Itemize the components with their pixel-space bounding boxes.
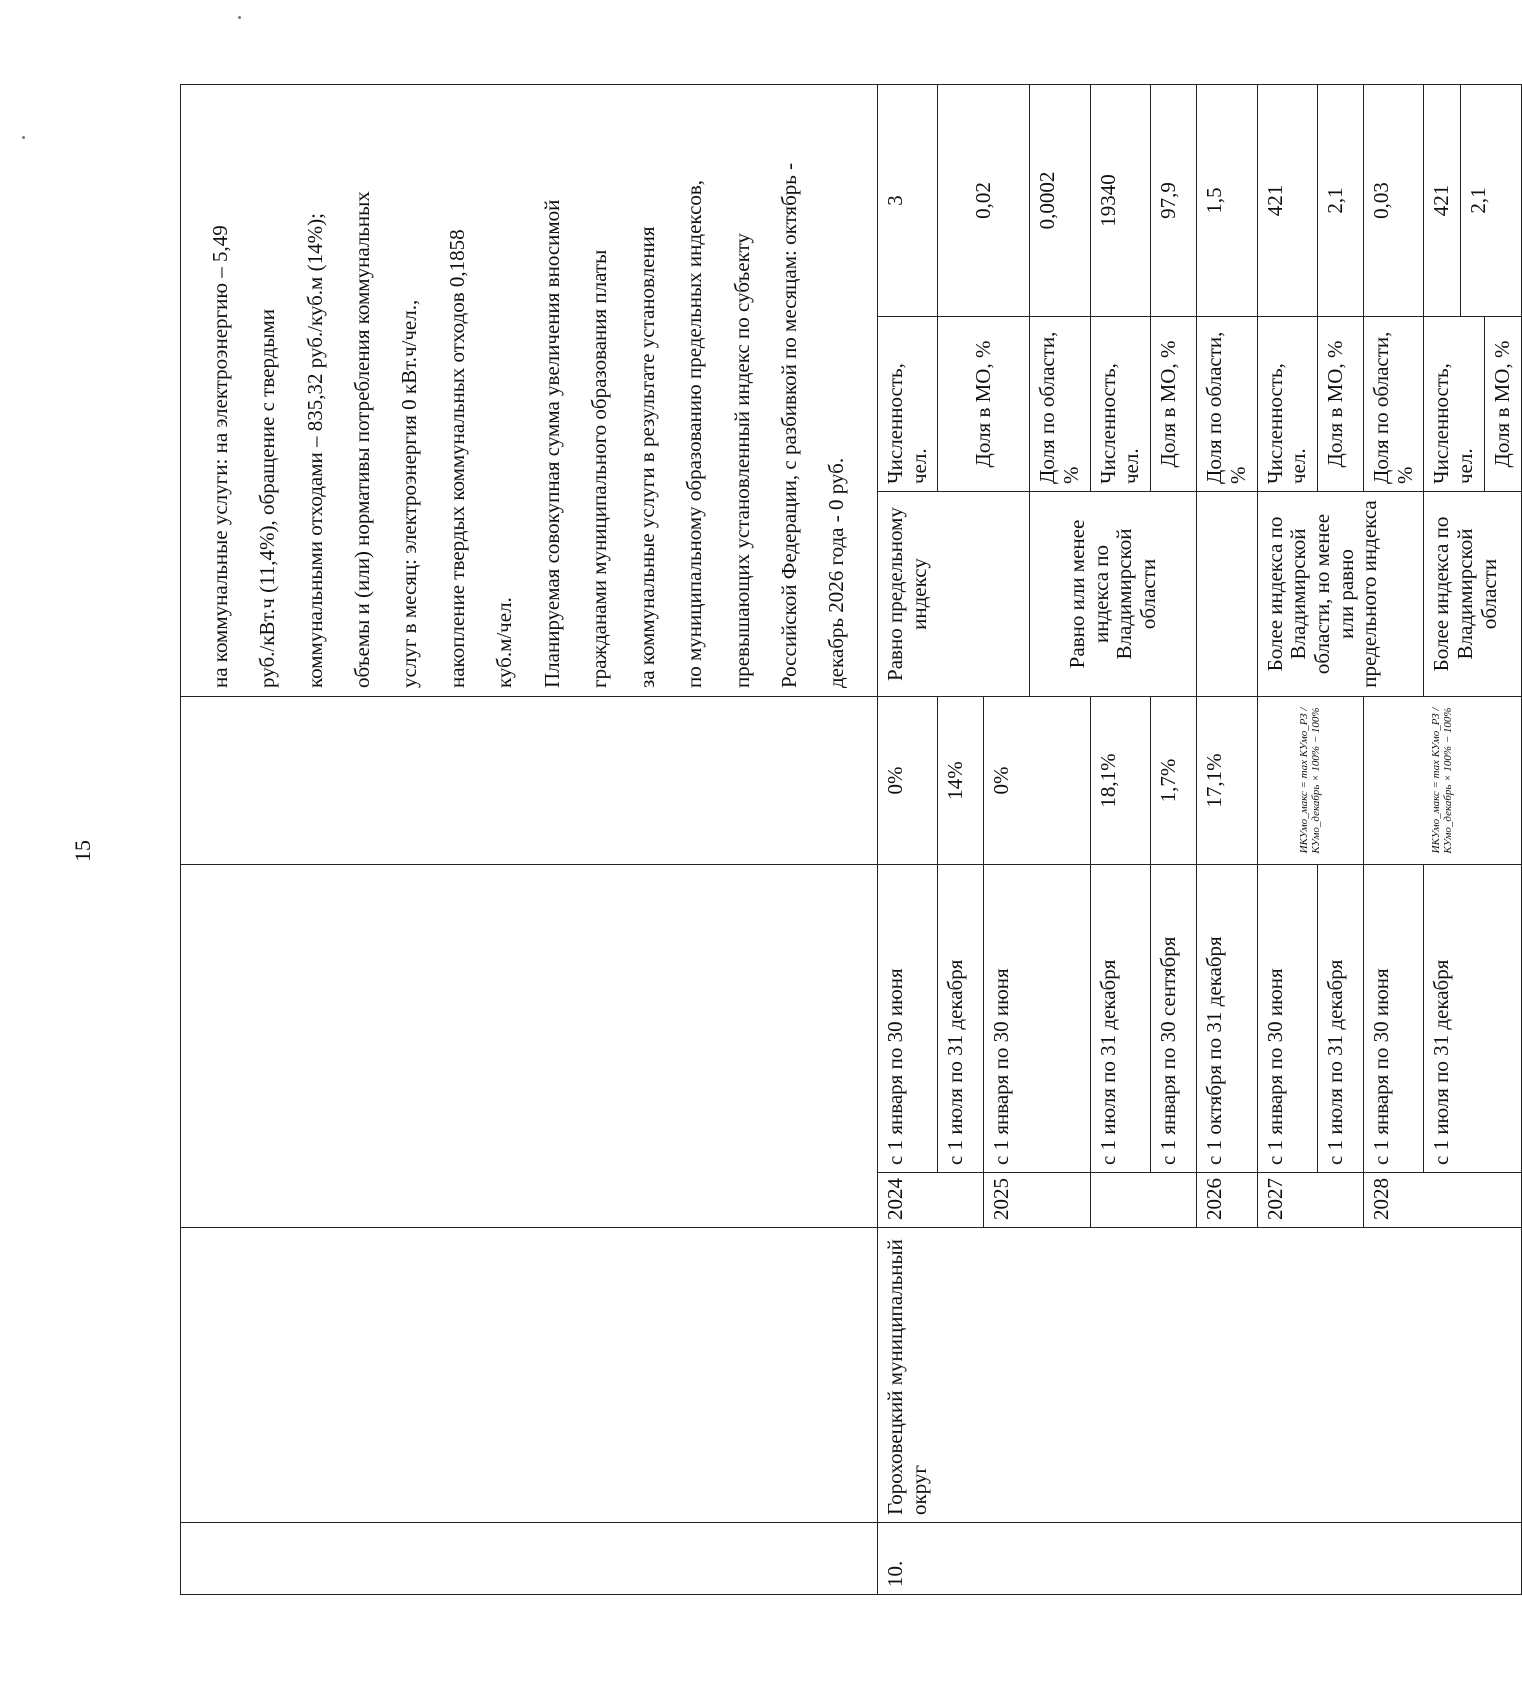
condition-cell: Равно или менее индекса по Владимирской области xyxy=(1030,492,1197,697)
description-line: накопление твердых коммунальных отходов 0,1858 xyxy=(444,229,469,688)
description-line: коммунальными отходами – 835,32 руб./куб.м (14%); xyxy=(302,213,327,688)
period-cell: с 1 июля по 31 декабря xyxy=(1318,865,1364,1173)
period-cell: с 1 июля по 31 декабря xyxy=(1424,865,1521,1173)
description-line: за коммунальные услуги в результате установления xyxy=(634,226,659,688)
description-line: руб./кВт.ч (11,4%), обращение с твердыми xyxy=(255,309,280,688)
index-cell: 14% xyxy=(938,697,984,865)
description-line: декабрь 2026 года - 0 руб. xyxy=(824,457,849,688)
stat-value: 2,1 xyxy=(1318,84,1364,316)
period-cell: с 1 июля по 31 декабря xyxy=(938,865,984,1173)
stat-label: Численность, чел. xyxy=(877,317,937,492)
index-cell: 1,7% xyxy=(1151,697,1197,865)
formula-2028 xyxy=(1364,697,1522,865)
index-cell: 0% xyxy=(877,697,937,865)
stat-value: 1,5 xyxy=(1197,84,1257,316)
stat-label: Доля по области, % xyxy=(1030,317,1090,492)
stat-value: 97,9 xyxy=(1151,84,1197,316)
stat-label: Численность, чел. xyxy=(1090,317,1150,492)
description-line: превышающих установленный индекс по субъекту xyxy=(729,233,754,688)
empty-cell xyxy=(181,865,878,1173)
municipality-name: Гороховецкий муниципальный округ xyxy=(877,1228,1521,1523)
year-cell: 2028 xyxy=(1364,1173,1522,1228)
rotated-table-container xyxy=(180,85,1514,1595)
page-number: 15 xyxy=(70,840,95,862)
stat-value: 0,02 xyxy=(938,84,1030,316)
stat-value: 19340 xyxy=(1090,84,1150,316)
stat-value xyxy=(1424,84,1521,316)
empty-cell xyxy=(181,697,878,865)
description-line: куб.м/чел. xyxy=(492,597,517,688)
description-line: услуг в месяц: электроэнергия 0 кВт.ч/чел., xyxy=(397,299,422,688)
formula-2027 xyxy=(1257,697,1363,865)
tariff-index-table xyxy=(180,84,1522,1595)
period-cell: с 1 января по 30 июня xyxy=(1257,865,1317,1173)
description-line: объемы и (или) нормативы потребления коммунальных xyxy=(350,191,375,688)
table-row xyxy=(877,84,937,1594)
year-cell: 2024 xyxy=(877,1173,983,1228)
condition-cell: Равно предельному индексу xyxy=(877,492,1029,697)
index-cell: 17,1% xyxy=(1197,697,1257,865)
index-cell: 18,1% xyxy=(1090,697,1150,865)
description-line: по муниципальному образованию предельных индексов, xyxy=(682,179,707,688)
formula-text: ИКУмо_макс = max КУмо_РЗ / КУмо_декабрь × 100% − 100% xyxy=(1297,707,1323,854)
stat-value: 3 xyxy=(877,84,937,316)
period-cell: с 1 октября по 31 декабря xyxy=(1197,865,1257,1173)
period-cell: с 1 января по 30 июня xyxy=(984,865,1090,1173)
scan-speck xyxy=(22,136,25,139)
stat-label xyxy=(1424,317,1521,492)
index-cell: 0% xyxy=(984,697,1090,865)
empty-cell xyxy=(181,1173,878,1228)
formula-text: ИКУмо_макс = max КУмо_РЗ / КУмо_декабрь × 100% − 100% xyxy=(1429,707,1455,854)
description-line: на коммунальные услуги: на электроэнергию – 5,49 xyxy=(207,225,232,688)
stat-label: Доля в МО, % xyxy=(938,317,1030,492)
period-cell: с 1 января по 30 сентября xyxy=(1151,865,1197,1173)
year-cell: 2026 xyxy=(1197,1173,1257,1228)
year-cell xyxy=(1090,1173,1196,1228)
stat-value-text: 421 xyxy=(1429,184,1454,217)
stat-value: 0,03 xyxy=(1364,84,1424,316)
period-cell: с 1 июля по 31 декабря xyxy=(1090,865,1150,1173)
description-line: гражданами муниципального образования платы xyxy=(587,249,612,688)
stat-value: 0,0002 xyxy=(1030,84,1090,316)
empty-cell xyxy=(181,1228,878,1523)
period-cell: с 1 января по 30 июня xyxy=(1364,865,1424,1173)
stat-label: Доля в МО, % xyxy=(1318,317,1364,492)
year-cell: 2027 xyxy=(1257,1173,1363,1228)
condition-cell xyxy=(1197,492,1257,697)
year-cell: 2025 xyxy=(984,1173,1090,1228)
condition-cell: Более индекса по Владимирской области, но менее или равно предельного индекса xyxy=(1257,492,1424,697)
description-line: Российской Федерации, с разбивкой по месяцам: октябрь - xyxy=(776,162,801,688)
period-cell: с 1 января по 30 июня xyxy=(877,865,937,1173)
stat-label: Доля по области, % xyxy=(1197,317,1257,492)
empty-cell xyxy=(181,1523,878,1595)
stat-value: 421 xyxy=(1257,84,1317,316)
stat-value-text: 2,1 xyxy=(1460,85,1491,316)
description-line: Планируемая совокупная сумма увеличения вносимой xyxy=(539,199,564,688)
stat-label: Численность, чел. xyxy=(1257,317,1317,492)
condition-cell: Более индекса по Владимирской области xyxy=(1424,492,1521,697)
row-number: 10. xyxy=(877,1523,1521,1595)
description-cell xyxy=(181,84,878,696)
stat-label-text: Доля в МО, % xyxy=(1484,317,1515,491)
stat-label-text: Численность, чел. xyxy=(1429,363,1478,484)
description-row xyxy=(181,84,878,1594)
scan-speck xyxy=(238,16,241,19)
stat-label: Доля в МО, % xyxy=(1151,317,1197,492)
stat-label: Доля по области, % xyxy=(1364,317,1424,492)
